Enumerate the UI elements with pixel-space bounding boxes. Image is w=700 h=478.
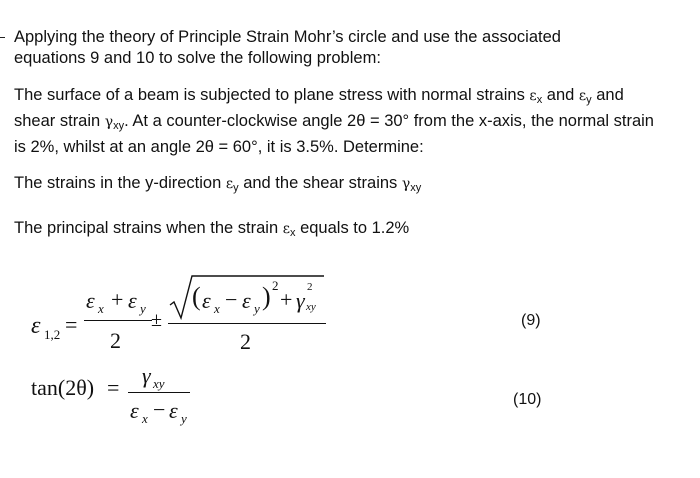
eq9-equals: = <box>65 312 78 337</box>
eq10-num-gamma: γ <box>142 363 151 388</box>
eq9-root-subscript-x: x <box>214 301 220 316</box>
subscript-xy: xy <box>410 182 422 194</box>
eq9-root-epsilon-x: ε <box>202 288 211 313</box>
task-1-text-2: and the shear strains <box>238 174 402 192</box>
task-1-text-1: The strains in the y-direction <box>14 174 226 192</box>
eq10-fraction-bar <box>128 392 190 393</box>
eq10-num-subscript: xy <box>153 376 165 391</box>
epsilon-symbol: ε <box>529 88 537 104</box>
eq10-number: (10) <box>513 391 542 408</box>
eq9-lhs-epsilon: ε <box>31 313 41 339</box>
intro-line-1: Applying the theory of Principle Strain Mohr’s circle and use the associated <box>14 28 561 46</box>
eq9-root-gamma-subscript: xy <box>306 301 316 313</box>
eq9-root-open-paren: ( <box>192 282 201 311</box>
margin-mark <box>0 37 5 38</box>
subscript-y: y <box>586 94 592 106</box>
eq9-root-exponent: 2 <box>272 278 279 293</box>
eq10-den-epsilon-x: ε <box>130 398 139 423</box>
eq9-num-epsilon-x: ε <box>86 288 95 313</box>
eq9-root-gamma-exponent: 2 <box>307 281 313 293</box>
eq9-lhs-subscript: 1,2 <box>44 327 61 342</box>
eq10-den-epsilon-y: ε <box>169 398 178 423</box>
task-1-paragraph <box>14 173 654 199</box>
eq10-den-minus: − <box>153 397 166 422</box>
eq9-root-gamma: γ <box>296 288 305 313</box>
eq9-denominator-1: 2 <box>110 328 121 353</box>
subscript-xy: xy <box>113 120 125 132</box>
eq9-fraction-bar-1 <box>84 320 152 321</box>
eq9-num-plus: + <box>111 287 124 312</box>
eq9-plus-minus: ± <box>151 309 162 331</box>
eq9-root-subscript-y: y <box>254 301 260 316</box>
eq9-root-minus: − <box>225 287 238 312</box>
subscript-x: x <box>289 227 296 239</box>
eq9-root-epsilon-y: ε <box>242 288 251 313</box>
eq10-lhs: tan(2θ) <box>31 375 95 400</box>
eq10-den-subscript-y: y <box>181 411 187 426</box>
eq10-den-subscript-x: x <box>142 411 148 426</box>
eq9-root-plus: + <box>280 287 293 312</box>
task-2-paragraph <box>14 218 654 244</box>
problem-paragraph <box>14 85 654 158</box>
eq10-equals: = <box>107 375 120 400</box>
task-2-text-2: equals to 1.2% <box>295 219 410 237</box>
problem-text-1: The surface of a beam is subjected to plane stress with normal strains <box>14 86 530 104</box>
epsilon-symbol: ε <box>225 176 234 192</box>
eq9-num-subscript-x: x <box>98 301 104 316</box>
epsilon-symbol: ε <box>578 88 587 104</box>
problem-text-3: and shear strain <box>14 86 624 130</box>
subscript-y: y <box>233 182 239 194</box>
eq9-root-close-paren: ) <box>262 282 271 311</box>
epsilon-symbol: ε <box>282 221 290 237</box>
intro-line-2: equations 9 and 10 to solve the following problem: <box>14 49 381 67</box>
subscript-x: x <box>536 94 543 106</box>
eq9-denominator-2: 2 <box>240 329 251 354</box>
task-2-text-1: The principal strains when the strain <box>14 219 283 237</box>
eq9-num-epsilon-y: ε <box>128 288 137 313</box>
gamma-symbol: γ <box>401 176 411 192</box>
intro-paragraph <box>14 27 654 69</box>
problem-text-2: and <box>542 86 579 104</box>
eq9-number: (9) <box>521 312 541 329</box>
eq9-fraction-bar-2 <box>168 323 326 324</box>
problem-text-4: . At a counter-clockwise angle 2θ = 30° from the x-axis, the normal strain is 2%, whilst at an angle 2θ = 60°, it is 3.5%. Determine: <box>14 112 654 156</box>
gamma-symbol: γ <box>104 114 114 130</box>
eq9-num-subscript-y: y <box>140 301 146 316</box>
